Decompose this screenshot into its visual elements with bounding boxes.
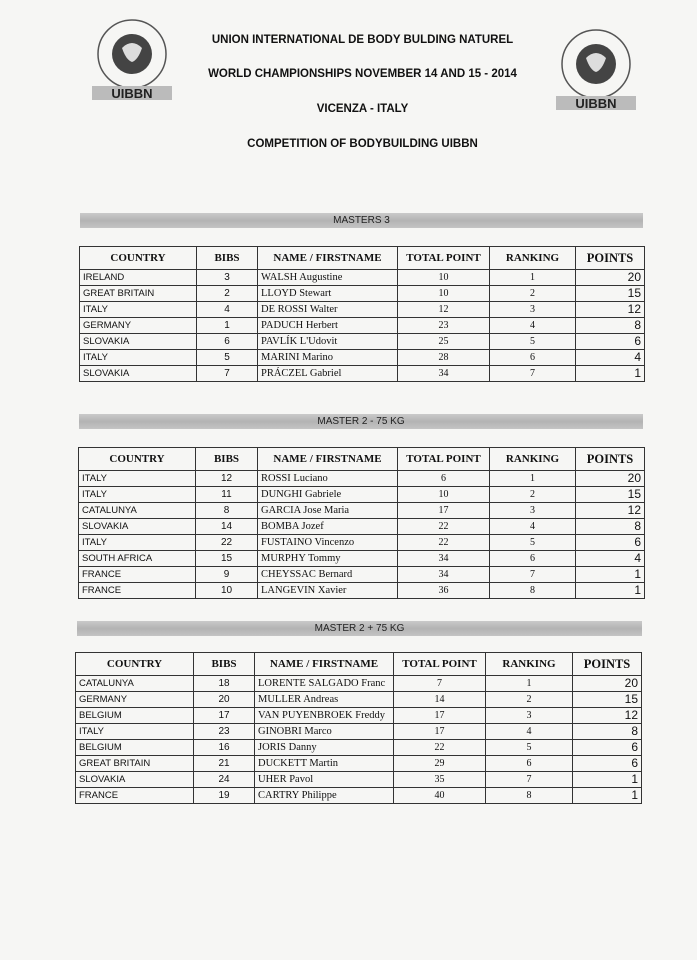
cell-total-point: 14 (394, 692, 486, 708)
cell-country: IRELAND (80, 270, 197, 286)
cell-total-point: 17 (394, 708, 486, 724)
cell-ranking: 2 (490, 487, 576, 503)
column-header-name: NAME / FIRSTNAME (255, 653, 394, 676)
table-row (80, 270, 645, 286)
cell-total-point: 36 (398, 583, 490, 599)
cell-country: SLOVAKIA (79, 519, 196, 535)
cell-total-point: 10 (398, 487, 490, 503)
table-row (79, 503, 645, 519)
cell-country: GREAT BRITAIN (80, 286, 197, 302)
cell-points: 6 (576, 334, 645, 350)
cell-country: SLOVAKIA (80, 334, 197, 350)
cell-points: 8 (576, 318, 645, 334)
section-title-masters-3: MASTERS 3 (80, 213, 643, 228)
cell-country: FRANCE (76, 788, 194, 804)
cell-country: ITALY (80, 302, 197, 318)
cell-ranking: 5 (490, 535, 576, 551)
cell-points: 6 (576, 535, 645, 551)
cell-ranking: 8 (486, 788, 573, 804)
cell-name: PADUCH Herbert (258, 318, 398, 334)
column-header-total-point: TOTAL POINT (398, 448, 490, 471)
cell-name: LANGEVIN Xavier (258, 583, 398, 599)
cell-bibs: 17 (194, 708, 255, 724)
cell-country: GERMANY (76, 692, 194, 708)
cell-bibs: 14 (196, 519, 258, 535)
column-header-points: POINTS (576, 448, 645, 471)
cell-name: UHER Pavol (255, 772, 394, 788)
table-row (79, 551, 645, 567)
cell-total-point: 22 (398, 519, 490, 535)
cell-total-point: 35 (394, 772, 486, 788)
cell-bibs: 2 (197, 286, 258, 302)
column-header-country: COUNTRY (76, 653, 194, 676)
table-row (80, 366, 645, 382)
cell-total-point: 10 (398, 270, 490, 286)
cell-total-point: 7 (394, 676, 486, 692)
cell-name: PRÁCZEL Gabriel (258, 366, 398, 382)
table-row (76, 724, 642, 740)
column-header-bibs: BIBS (194, 653, 255, 676)
table-header-row (79, 448, 645, 471)
cell-country: GERMANY (80, 318, 197, 334)
cell-ranking: 6 (486, 756, 573, 772)
cell-total-point: 28 (398, 350, 490, 366)
cell-points: 12 (576, 503, 645, 519)
cell-points: 1 (576, 567, 645, 583)
cell-ranking: 2 (490, 286, 576, 302)
cell-total-point: 25 (398, 334, 490, 350)
cell-name: CHEYSSAC Bernard (258, 567, 398, 583)
cell-points: 6 (573, 756, 642, 772)
column-header-name: NAME / FIRSTNAME (258, 448, 398, 471)
cell-country: GREAT BRITAIN (76, 756, 194, 772)
cell-name: DE ROSSI Walter (258, 302, 398, 318)
cell-name: MULLER Andreas (255, 692, 394, 708)
cell-country: SLOVAKIA (80, 366, 197, 382)
table-row (76, 740, 642, 756)
cell-name: LORENTE SALGADO Franc (255, 676, 394, 692)
column-header-bibs: BIBS (196, 448, 258, 471)
cell-bibs: 1 (197, 318, 258, 334)
cell-points: 15 (576, 487, 645, 503)
cell-ranking: 1 (490, 270, 576, 286)
cell-total-point: 17 (398, 503, 490, 519)
cell-country: BELGIUM (76, 708, 194, 724)
cell-ranking: 3 (486, 708, 573, 724)
cell-points: 20 (576, 270, 645, 286)
cell-ranking: 7 (490, 366, 576, 382)
cell-ranking: 1 (490, 471, 576, 487)
cell-points: 12 (576, 302, 645, 318)
cell-bibs: 16 (194, 740, 255, 756)
svg-text:UIBBN: UIBBN (111, 86, 153, 101)
cell-ranking: 8 (490, 583, 576, 599)
cell-country: FRANCE (79, 567, 196, 583)
column-header-points: POINTS (573, 653, 642, 676)
cell-bibs: 10 (196, 583, 258, 599)
table-row (76, 772, 642, 788)
cell-name: PAVLÍK L'Udovit (258, 334, 398, 350)
cell-total-point: 17 (394, 724, 486, 740)
results-table-master2-plus75 (75, 652, 642, 804)
cell-bibs: 19 (194, 788, 255, 804)
cell-ranking: 7 (490, 567, 576, 583)
results-table-master2-minus75 (78, 447, 645, 599)
cell-points: 1 (576, 583, 645, 599)
header-org-name: UNION INTERNATIONAL DE BODY BULDING NATUREL (211, 34, 514, 46)
cell-points: 15 (573, 692, 642, 708)
cell-bibs: 18 (194, 676, 255, 692)
cell-bibs: 24 (194, 772, 255, 788)
cell-points: 1 (573, 788, 642, 804)
table-header-row (76, 653, 642, 676)
table-row (76, 708, 642, 724)
header-competition: COMPETITION OF BODYBUILDING UIBBN (247, 138, 478, 150)
table-row (80, 286, 645, 302)
cell-bibs: 4 (197, 302, 258, 318)
cell-points: 6 (573, 740, 642, 756)
column-header-country: COUNTRY (79, 448, 196, 471)
cell-total-point: 34 (398, 551, 490, 567)
cell-points: 1 (573, 772, 642, 788)
cell-ranking: 4 (490, 318, 576, 334)
cell-ranking: 6 (490, 551, 576, 567)
cell-name: LLOYD Stewart (258, 286, 398, 302)
column-header-country: COUNTRY (80, 247, 197, 270)
column-header-ranking: RANKING (490, 247, 576, 270)
table-row (79, 535, 645, 551)
cell-total-point: 34 (398, 567, 490, 583)
section-title-master2-minus75: MASTER 2 - 75 KG (79, 414, 643, 429)
cell-total-point: 22 (398, 535, 490, 551)
cell-ranking: 4 (490, 519, 576, 535)
cell-bibs: 11 (196, 487, 258, 503)
table-row (76, 676, 642, 692)
cell-total-point: 10 (398, 286, 490, 302)
table-row (79, 487, 645, 503)
cell-bibs: 20 (194, 692, 255, 708)
cell-bibs: 7 (197, 366, 258, 382)
cell-points: 1 (576, 366, 645, 382)
table-row (76, 788, 642, 804)
cell-total-point: 23 (398, 318, 490, 334)
cell-bibs: 22 (196, 535, 258, 551)
header-event: WORLD CHAMPIONSHIPS NOVEMBER 14 AND 15 - 2014 (208, 68, 517, 80)
cell-bibs: 15 (196, 551, 258, 567)
table-row (80, 302, 645, 318)
table-row (80, 350, 645, 366)
table-header-row (80, 247, 645, 270)
cell-total-point: 6 (398, 471, 490, 487)
cell-country: ITALY (79, 471, 196, 487)
cell-bibs: 3 (197, 270, 258, 286)
cell-name: ROSSI Luciano (258, 471, 398, 487)
table-row (79, 519, 645, 535)
cell-bibs: 9 (196, 567, 258, 583)
cell-country: CATALUNYA (79, 503, 196, 519)
cell-country: BELGIUM (76, 740, 194, 756)
cell-name: WALSH Augustine (258, 270, 398, 286)
cell-ranking: 5 (486, 740, 573, 756)
table-row (79, 583, 645, 599)
cell-country: SLOVAKIA (76, 772, 194, 788)
cell-name: FUSTAINO Vincenzo (258, 535, 398, 551)
results-table-masters-3 (79, 246, 645, 382)
cell-bibs: 12 (196, 471, 258, 487)
cell-name: VAN PUYENBROEK Freddy (255, 708, 394, 724)
column-header-total-point: TOTAL POINT (398, 247, 490, 270)
svg-text:UIBBN: UIBBN (575, 96, 617, 111)
column-header-ranking: RANKING (490, 448, 576, 471)
cell-name: JORIS Danny (255, 740, 394, 756)
cell-country: ITALY (79, 535, 196, 551)
cell-bibs: 21 (194, 756, 255, 772)
cell-ranking: 3 (490, 302, 576, 318)
column-header-ranking: RANKING (486, 653, 573, 676)
column-header-name: NAME / FIRSTNAME (258, 247, 398, 270)
cell-ranking: 1 (486, 676, 573, 692)
cell-total-point: 22 (394, 740, 486, 756)
cell-points: 4 (576, 350, 645, 366)
cell-total-point: 40 (394, 788, 486, 804)
cell-ranking: 2 (486, 692, 573, 708)
cell-ranking: 5 (490, 334, 576, 350)
table-row (80, 334, 645, 350)
cell-country: SOUTH AFRICA (79, 551, 196, 567)
cell-country: FRANCE (79, 583, 196, 599)
cell-total-point: 34 (398, 366, 490, 382)
table-row (79, 471, 645, 487)
cell-ranking: 3 (490, 503, 576, 519)
cell-name: DUCKETT Martin (255, 756, 394, 772)
uibbn-logo-left (82, 14, 182, 102)
table-row (79, 567, 645, 583)
table-row (80, 318, 645, 334)
cell-points: 8 (576, 519, 645, 535)
cell-bibs: 5 (197, 350, 258, 366)
cell-total-point: 12 (398, 302, 490, 318)
cell-points: 4 (576, 551, 645, 567)
cell-name: MARINI Marino (258, 350, 398, 366)
cell-name: GINOBRI Marco (255, 724, 394, 740)
cell-points: 20 (573, 676, 642, 692)
cell-ranking: 4 (486, 724, 573, 740)
header-location: VICENZA - ITALY (316, 103, 409, 115)
cell-total-point: 29 (394, 756, 486, 772)
cell-country: ITALY (79, 487, 196, 503)
cell-points: 20 (576, 471, 645, 487)
cell-name: GARCIA Jose Maria (258, 503, 398, 519)
cell-points: 15 (576, 286, 645, 302)
column-header-points: POINTS (576, 247, 645, 270)
table-row (76, 756, 642, 772)
cell-bibs: 8 (196, 503, 258, 519)
cell-points: 8 (573, 724, 642, 740)
cell-ranking: 6 (490, 350, 576, 366)
cell-country: CATALUNYA (76, 676, 194, 692)
cell-bibs: 6 (197, 334, 258, 350)
cell-points: 12 (573, 708, 642, 724)
cell-name: CARTRY Philippe (255, 788, 394, 804)
cell-country: ITALY (80, 350, 197, 366)
cell-name: MURPHY Tommy (258, 551, 398, 567)
column-header-bibs: BIBS (197, 247, 258, 270)
cell-bibs: 23 (194, 724, 255, 740)
cell-name: BOMBA Jozef (258, 519, 398, 535)
table-row (76, 692, 642, 708)
section-title-master2-plus75: MASTER 2 + 75 KG (77, 621, 642, 636)
cell-ranking: 7 (486, 772, 573, 788)
cell-country: ITALY (76, 724, 194, 740)
column-header-total-point: TOTAL POINT (394, 653, 486, 676)
cell-name: DUNGHI Gabriele (258, 487, 398, 503)
